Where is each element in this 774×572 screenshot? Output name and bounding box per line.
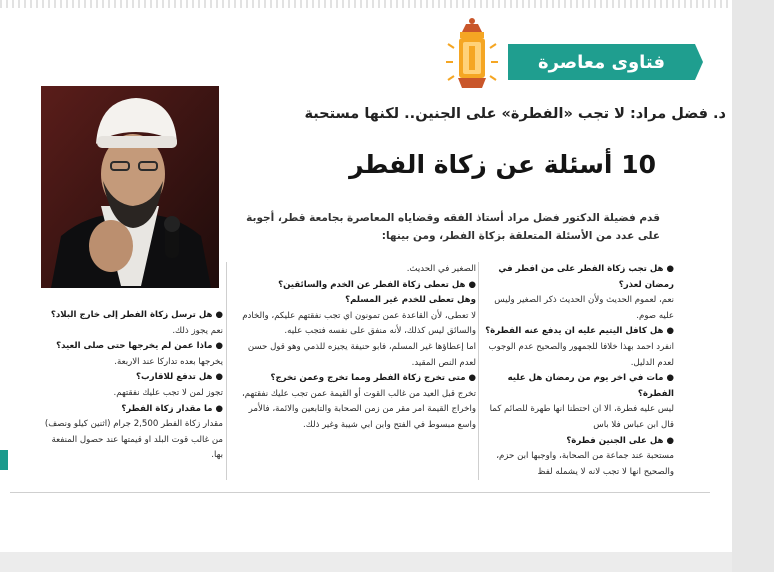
paragraph: ● هل كافل اليتيم عليه ان يدفع عنه الفطرة؟ bbox=[485, 326, 674, 337]
column-divider bbox=[226, 262, 227, 480]
paragraph: ● هل ترسل زكاة الفطر إلى خارج البلاد؟ bbox=[50, 310, 223, 320]
paragraph: اما إعطاؤها غير المسلم، فابو حنيفة يجيزه للذمي وهو قول حسن لعدم النص المقيد. bbox=[247, 341, 476, 368]
paragraph: انفرد احمد بهذا خلافا للجمهور والصحيح عدم الوجوب لعدم الدليل. bbox=[488, 341, 674, 368]
section-banner-tail bbox=[695, 44, 703, 80]
text-column-1 bbox=[482, 262, 674, 480]
paragraph: تخرج قبل العيد من غالب القوت أو القيمة عمن تجب عليك نفقتهم، واخراج القيمة امر مقر من زمن الصحابة والتابعين والائمة، فالأمر واسع مبسوط في الفتح وابن ابي شيبة وغير ذلك. bbox=[242, 388, 476, 430]
article-bottom-rule bbox=[10, 492, 710, 493]
ramadan-lantern-icon bbox=[440, 18, 504, 92]
paragraph: ● ما مقدار زكاة الفطر؟ bbox=[121, 403, 223, 414]
article-headline: 10 أسئلة عن زكاة الفطر bbox=[349, 150, 656, 179]
paragraph: يخرجها بعده تداركا عند الاربعة. bbox=[114, 356, 223, 367]
page-top-dots bbox=[0, 0, 732, 8]
column-divider bbox=[478, 262, 479, 480]
author-photo bbox=[41, 86, 219, 288]
paragraph: ● مات في اخر يوم من رمضان هل عليه الفطرة؟ bbox=[507, 373, 674, 399]
article-kicker: د. فضل مراد: لا تجب «الفطرة» على الجنين.. لكنها مستحبة bbox=[304, 106, 726, 122]
paragraph: وهل تعطى للخدم غير المسلم؟ bbox=[345, 295, 476, 306]
paragraph: تجوز لمن لا تجب عليك نفقتهم. bbox=[113, 387, 223, 398]
page-margin bbox=[732, 0, 774, 572]
paragraph: مستحبة عند جماعة من الصحابة، واوجبها ابن حزم، والصحيح انها لا تجب لانه لا يشمله لفظ bbox=[496, 451, 674, 477]
paragraph: نعم يجوز ذلك. bbox=[172, 325, 223, 336]
paragraph: ● هل على الجنين فطرة؟ bbox=[566, 435, 674, 446]
text-column-3 bbox=[41, 308, 223, 464]
edge-marker bbox=[0, 450, 8, 470]
paragraph: مقدار زكاة الفطر 2,500 جرام (اثنين كيلو ونصف) من غالب قوت البلد او قيمتها عند حصول المنفعة بها. bbox=[44, 419, 223, 461]
paragraph: ● متى تخرج زكاة الفطر ومما تخرج وعمن تخرج؟ bbox=[270, 373, 476, 384]
paragraph: ● هل تدفع للاقارب؟ bbox=[136, 372, 223, 383]
text-column-2 bbox=[230, 262, 476, 434]
paragraph: الصغير في الحديث. bbox=[406, 264, 476, 274]
paragraph: نعم، لعموم الحديث ولأن الحديث ذكر الصغير وليس عليه صوم. bbox=[494, 295, 674, 321]
paragraph: ● ماذا عمن لم يخرجها حتى صلى العيد؟ bbox=[56, 341, 223, 352]
paragraph: ● هل تعطى زكاة الفطر عن الخدم والسائقين؟ bbox=[278, 279, 476, 290]
article-intro: قدم فضيلة الدكتور فضل مراد أستاذ الفقه وقضاياه المعاصرة بجامعة قطر، أجوبة على عدد من الأسئلة المتعلقة بزكاة الفطر، ومن بينها: bbox=[246, 212, 660, 242]
paragraph: ● هل تجب زكاة الفطر على من افطر في رمضان لعذر؟ bbox=[498, 264, 674, 290]
paragraph: ليس عليه فطرة، الا ان احتطنا انها طهرة للصائم كما قال ابن عباس فلا باس bbox=[489, 404, 674, 430]
page-bottom-margin bbox=[0, 552, 732, 572]
section-banner: فتاوى معاصرة bbox=[508, 44, 695, 80]
paragraph: لا تعطى، لأن القاعدة عمن تمونون اي تجب نفقتهم عليكم، والخادم والسائق ليس كذلك، لأنه منفق على نفسه فتجب عليه. bbox=[242, 310, 476, 337]
